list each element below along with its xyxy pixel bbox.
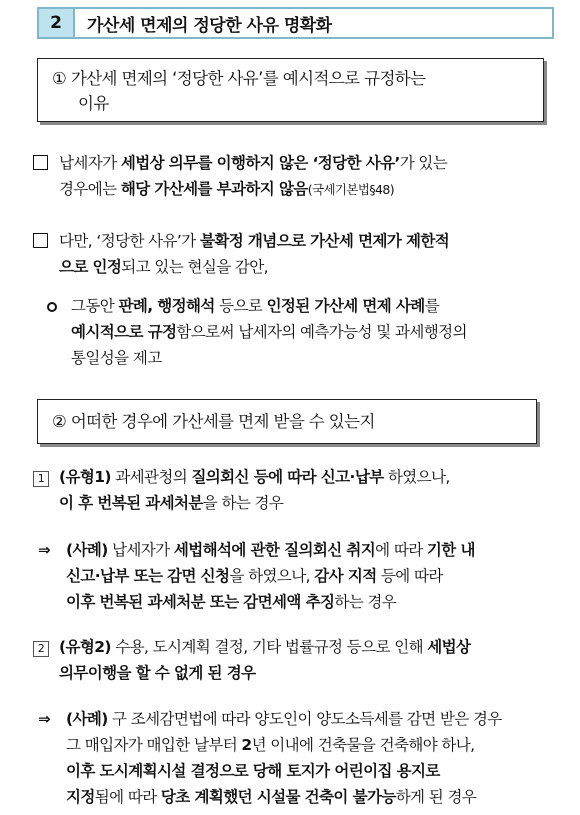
section-header <box>37 7 554 39</box>
text: 그 매입자가 매입한 날부터 <box>66 736 242 754</box>
number-box-icon: 2 <box>33 641 49 657</box>
text-bold: 세법상 의무를 이행하지 않은 ‘정당한 사유’ <box>120 154 400 172</box>
arrow-right-icon: ⇒ <box>38 541 50 559</box>
text: 등으로 <box>214 297 267 315</box>
text-bold: 지정 <box>66 788 95 806</box>
text: 구 조세감면법에 따라 양도인이 양도소득세를 감면 받은 경우 <box>107 710 502 728</box>
text-bold: 기한 내 <box>426 541 475 559</box>
type-1 <box>33 464 559 516</box>
text-bold: 신고·납부 또는 감면 신청 <box>66 567 230 585</box>
example-2 <box>38 706 559 810</box>
arrow-right-icon: ⇒ <box>38 710 50 728</box>
bullet-circle-icon <box>47 302 57 312</box>
text: 다만, ‘정당한 사유’가 <box>59 232 200 250</box>
type-2 <box>33 634 559 686</box>
text-bold: 질의회신 등에 따라 신고·납부 <box>191 468 384 486</box>
subheading-box-2 <box>37 399 537 444</box>
text-bold: 이 후 번복된 과세처분 <box>59 494 203 512</box>
text: 등에 따라 <box>376 567 443 585</box>
text: 하였으나, <box>383 468 450 486</box>
text: 됨에 따라 <box>94 788 161 806</box>
text-bold: 의무이행을 할 수 없게 된 경우 <box>59 664 256 682</box>
text: 납세자가 <box>107 541 174 559</box>
text-bold: 인정된 가산세 면제 사례 <box>266 297 425 315</box>
subheading-2-line1: ② 어떠한 경우에 가산세를 면제 받을 수 있는지 <box>52 412 375 431</box>
text-bold: 으로 인정 <box>59 258 122 276</box>
text-bold: 세법해석에 관한 질의회신 취지 <box>173 541 376 559</box>
text: 을 하였으나, <box>229 567 315 585</box>
section-title: 가산세 면제의 정당한 사유 명확화 <box>87 15 332 36</box>
text: 을 하는 경우 <box>202 494 284 512</box>
paragraph-2 <box>33 228 559 280</box>
text-bold: 감사 지적 <box>314 567 377 585</box>
text: 그동안 <box>71 297 119 315</box>
text-bold: 당초 계획했던 시설물 건축이 불가능 <box>160 788 396 806</box>
paragraph-1 <box>33 150 559 203</box>
subheading-box-1 <box>37 58 544 122</box>
text: 가 있는 <box>399 154 448 172</box>
text: 에 따라 <box>375 541 427 559</box>
subheading-1-line1: ① 가산세 면제의 ‘정당한 사유’를 예시적으로 규정하는 <box>52 69 426 88</box>
text-bold: 판례, 행정해석 <box>118 297 215 315</box>
subheading-1-line2: 이유 <box>78 94 109 113</box>
text: 경우에는 <box>59 180 121 198</box>
text-bold: 예시적으로 규정 <box>71 323 177 341</box>
text-bold: (사례) <box>66 710 108 728</box>
text: 납세자가 <box>59 154 121 172</box>
text: 되고 있는 현실을 감안, <box>121 258 268 276</box>
text-bold: 2 <box>241 736 252 754</box>
text-bold: 불확정 개념으로 가산세 면제가 제한적 <box>199 232 450 250</box>
text-bold: 세법상 <box>427 638 471 656</box>
text: 함으로써 납세자의 예측가능성 및 과세행정의 <box>176 323 467 341</box>
law-reference: (국세기본법§48) <box>307 182 394 197</box>
paragraph-3 <box>47 293 559 371</box>
text: 통일성을 제고 <box>71 349 162 367</box>
text-bold: (유형1) <box>59 468 111 486</box>
text: 를 <box>424 297 440 315</box>
text-bold: (유형2) <box>59 638 111 656</box>
text-bold: (사례) <box>66 541 108 559</box>
text: 하는 경우 <box>334 593 397 611</box>
section-number: 2 <box>39 9 75 37</box>
text-bold: 해당 가산세를 부과하지 않음 <box>120 180 308 198</box>
text: 과세관청의 <box>110 468 192 486</box>
text: 수용, 도시계획 결정, 기타 법률규정 등으로 인해 <box>110 638 428 656</box>
checkbox-square-icon <box>33 233 48 248</box>
text-bold: 이후 번복된 과세처분 또는 감면세액 추징 <box>66 593 335 611</box>
example-1 <box>38 537 559 615</box>
text: 년 이내에 건축물을 건축해야 하나, <box>251 736 475 754</box>
checkbox-square-icon <box>33 155 48 170</box>
text: 하게 된 경우 <box>395 788 477 806</box>
number-box-icon: 1 <box>33 471 49 487</box>
text-bold: 이후 도시계획시설 결정으로 당해 토지가 어린이집 용지로 <box>66 762 440 780</box>
